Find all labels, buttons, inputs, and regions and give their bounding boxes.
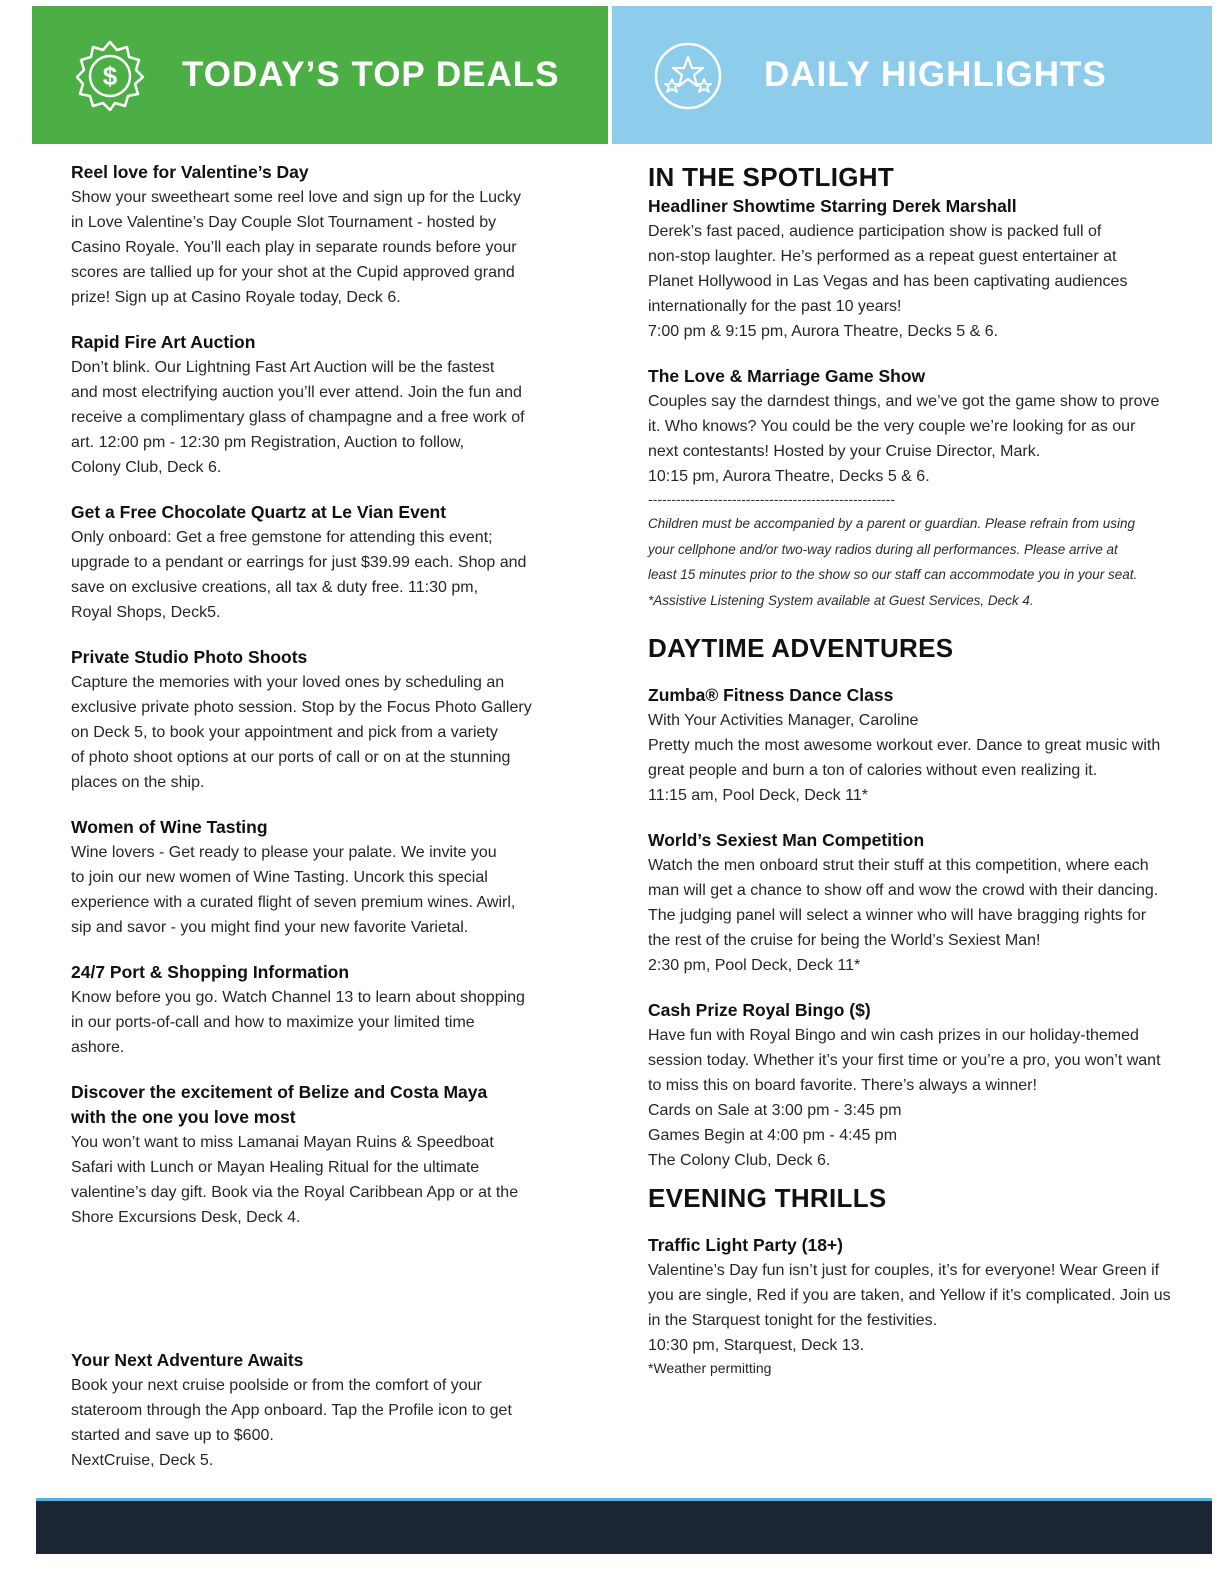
evening-line: you are single, Red if you are taken, and Yellow if it’s complicated. Join us <box>648 1287 1171 1304</box>
notice-line: *Assistive Listening System available at Guest Services, Deck 4. <box>648 592 1034 608</box>
next-adventure-block <box>71 1348 571 1493</box>
deal-item <box>71 500 571 625</box>
deal-line: art. 12:00 pm - 12:30 pm Registration, Auction to follow, <box>71 434 465 451</box>
deal-line: Colony Club, Deck 6. <box>71 459 222 476</box>
evening-line: Valentine’s Day fun isn’t just for couples, it’s for everyone! Wear Green if <box>648 1262 1160 1279</box>
daytime-line: man will get a chance to show off and wow the crowd with their dancing. <box>648 882 1159 899</box>
performance-notice <box>648 511 1210 613</box>
deal-line: places on the ship. <box>71 774 205 791</box>
divider: ----------------------------------------------------- <box>648 491 896 507</box>
deal-title: Rapid Fire Art Auction <box>71 332 256 352</box>
daytime-line: Have fun with Royal Bingo and win cash prizes in our holiday-themed <box>648 1027 1139 1044</box>
deal-line: to join our new women of Wine Tasting. Uncork this special <box>71 869 488 886</box>
deal-item <box>71 160 571 310</box>
deal-line: Know before you go. Watch Channel 13 to learn about shopping <box>71 989 525 1006</box>
spotlight-line: 7:00 pm & 9:15 pm, Aurora Theatre, Decks 5 & 6. <box>648 323 999 340</box>
stars-circle-icon <box>652 39 724 111</box>
dollar-badge-icon <box>74 39 146 111</box>
next-adventure-title: Your Next Adventure Awaits <box>71 1350 304 1370</box>
deal-line: receive a complimentary glass of champagne and a free work of <box>71 409 525 426</box>
daily-highlights-title: DAILY HIGHLIGHTS <box>764 55 1107 94</box>
deal-line: experience with a curated flight of seven premium wines. Awirl, <box>71 894 516 911</box>
daytime-title: World’s Sexiest Man Competition <box>648 830 925 850</box>
deal-line: in Love Valentine’s Day Couple Slot Tournament - hosted by <box>71 214 497 231</box>
daytime-line: great people and burn a ton of calories without even realizing it. <box>648 762 1098 779</box>
spotlight-item <box>648 364 1210 489</box>
deal-item <box>71 330 571 480</box>
spotlight-title: Headliner Showtime Starring Derek Marshall <box>648 196 1017 216</box>
deal-title: Discover the excitement of Belize and Costa Maya <box>71 1082 488 1102</box>
deal-title: Private Studio Photo Shoots <box>71 647 308 667</box>
deal-item <box>71 960 571 1060</box>
spotlight-heading: IN THE SPOTLIGHT <box>648 162 895 192</box>
notice-line: Children must be accompanied by a parent or guardian. Please refrain from using <box>648 516 1136 531</box>
daytime-line: 2:30 pm, Pool Deck, Deck 11* <box>648 957 861 974</box>
spotlight-line: 10:15 pm, Aurora Theatre, Decks 5 & 6. <box>648 468 930 485</box>
footer-bar <box>36 1498 1212 1554</box>
deal-item <box>71 1080 571 1230</box>
daytime-item <box>648 998 1210 1173</box>
daytime-line: Games Begin at 4:00 pm - 4:45 pm <box>648 1127 898 1144</box>
spotlight-title: The Love & Marriage Game Show <box>648 366 926 386</box>
daytime-line: Watch the men onboard strut their stuff at this competition, where each <box>648 857 1149 874</box>
deal-line: Shore Excursions Desk, Deck 4. <box>71 1209 301 1226</box>
daytime-line: Cards on Sale at 3:00 pm - 3:45 pm <box>648 1102 902 1119</box>
deal-line: Show your sweetheart some reel love and sign up for the Lucky <box>71 189 522 206</box>
evening-heading: EVENING THRILLS <box>648 1183 887 1213</box>
spotlight-line: it. Who knows? You could be the very couple we’re looking for as our <box>648 418 1136 435</box>
daytime-line: Pretty much the most awesome workout ever. Dance to great music with <box>648 737 1161 754</box>
deal-line: save on exclusive creations, all tax & duty free. 11:30 pm, <box>71 579 479 596</box>
daytime-item <box>648 683 1210 808</box>
daytime-title: Cash Prize Royal Bingo ($) <box>648 1000 871 1020</box>
deal-line: scores are tallied up for your shot at the Cupid approved grand <box>71 264 515 281</box>
deal-line: You won’t want to miss Lamanai Mayan Ruins & Speedboat <box>71 1134 494 1151</box>
daytime-line: 11:15 am, Pool Deck, Deck 11* <box>648 787 868 804</box>
deal-item <box>71 815 571 940</box>
daytime-title: Zumba® Fitness Dance Class <box>648 685 894 705</box>
deal-title: Women of Wine Tasting <box>71 817 268 837</box>
deals-column <box>71 160 571 1250</box>
deal-line: Safari with Lunch or Mayan Healing Ritual for the ultimate <box>71 1159 480 1176</box>
deal-line: and most electrifying auction you’ll ever attend. Join the fun and <box>71 384 522 401</box>
spotlight-line: next contestants! Hosted by your Cruise Director, Mark. <box>648 443 1041 460</box>
deal-line: in our ports-of-call and how to maximize your limited time <box>71 1014 475 1031</box>
evening-title: Traffic Light Party (18+) <box>648 1235 843 1255</box>
notice-line: your cellphone and/or two-way radios during all performances. Please arrive at <box>648 541 1118 557</box>
daytime-item <box>648 828 1210 978</box>
weather-note: *Weather permitting <box>648 1360 772 1376</box>
deal-line: on Deck 5, to book your appointment and pick from a variety <box>71 724 498 741</box>
next-adventure-line: Book your next cruise poolside or from the comfort of your <box>71 1377 482 1394</box>
svg-text:$: $ <box>102 61 118 91</box>
daytime-line: to miss this on board favorite. There’s always a winner! <box>648 1077 1037 1094</box>
deal-line: Royal Shops, Deck5. <box>71 604 221 621</box>
daily-highlights-banner <box>612 6 1212 144</box>
deal-line: exclusive private photo session. Stop by the Focus Photo Gallery <box>71 699 532 716</box>
deal-line: of photo shoot options at our ports of call or on at the stunning <box>71 749 511 766</box>
daytime-line: The judging panel will select a winner who will have bragging rights for <box>648 907 1147 924</box>
deal-line: Casino Royale. You’ll each play in separate rounds before your <box>71 239 517 256</box>
spotlight-line: Derek’s fast paced, audience participation show is packed full of <box>648 223 1102 240</box>
highlights-column <box>648 160 1210 1378</box>
daytime-line: session today. Whether it’s your first time or you’re a pro, you won’t want <box>648 1052 1161 1069</box>
daytime-line: the rest of the cruise for being the World’s Sexiest Man! <box>648 932 1041 949</box>
top-deals-title: TODAY’S TOP DEALS <box>182 55 560 94</box>
deal-line: Don’t blink. Our Lightning Fast Art Auction will be the fastest <box>71 359 495 376</box>
spotlight-line: Couples say the darndest things, and we’ve got the game show to prove <box>648 393 1160 410</box>
daytime-line: The Colony Club, Deck 6. <box>648 1152 831 1169</box>
evening-line: 10:30 pm, Starquest, Deck 13. <box>648 1337 865 1354</box>
deal-line: prize! Sign up at Casino Royale today, Deck 6. <box>71 289 401 306</box>
deal-item <box>71 645 571 795</box>
deal-line: upgrade to a pendant or earrings for just $39.99 each. Shop and <box>71 554 527 571</box>
spotlight-line: non-stop laughter. He’s performed as a repeat guest entertainer at <box>648 248 1117 265</box>
deal-line: sip and savor - you might find your new favorite Varietal. <box>71 919 469 936</box>
next-adventure-item <box>71 1348 571 1473</box>
next-adventure-line: NextCruise, Deck 5. <box>71 1452 214 1469</box>
next-adventure-line: started and save up to $600. <box>71 1427 274 1444</box>
deal-title: with the one you love most <box>71 1107 296 1127</box>
next-adventure-line: stateroom through the App onboard. Tap the Profile icon to get <box>71 1402 512 1419</box>
deal-line: Only onboard: Get a free gemstone for attending this event; <box>71 529 493 546</box>
deal-line: valentine’s day gift. Book via the Royal Caribbean App or at the <box>71 1184 519 1201</box>
evening-line: in the Starquest tonight for the festivities. <box>648 1312 938 1329</box>
deal-line: ashore. <box>71 1039 125 1056</box>
deal-title: Get a Free Chocolate Quartz at Le Vian Event <box>71 502 447 522</box>
spotlight-line: Planet Hollywood in Las Vegas and has been captivating audiences <box>648 273 1128 290</box>
top-deals-banner <box>32 6 608 144</box>
deal-line: Wine lovers - Get ready to please your palate. We invite you <box>71 844 497 861</box>
deal-line: Capture the memories with your loved ones by scheduling an <box>71 674 505 691</box>
evening-item <box>648 1233 1210 1378</box>
deal-title: Reel love for Valentine’s Day <box>71 162 309 182</box>
spotlight-item <box>648 194 1210 344</box>
daytime-heading: DAYTIME ADVENTURES <box>648 633 954 663</box>
spotlight-line: internationally for the past 10 years! <box>648 298 902 315</box>
notice-line: least 15 minutes prior to the show so our staff can accommodate you in your seat. <box>648 567 1138 582</box>
deal-title: 24/7 Port & Shopping Information <box>71 962 350 982</box>
daytime-line: With Your Activities Manager, Caroline <box>648 712 919 729</box>
